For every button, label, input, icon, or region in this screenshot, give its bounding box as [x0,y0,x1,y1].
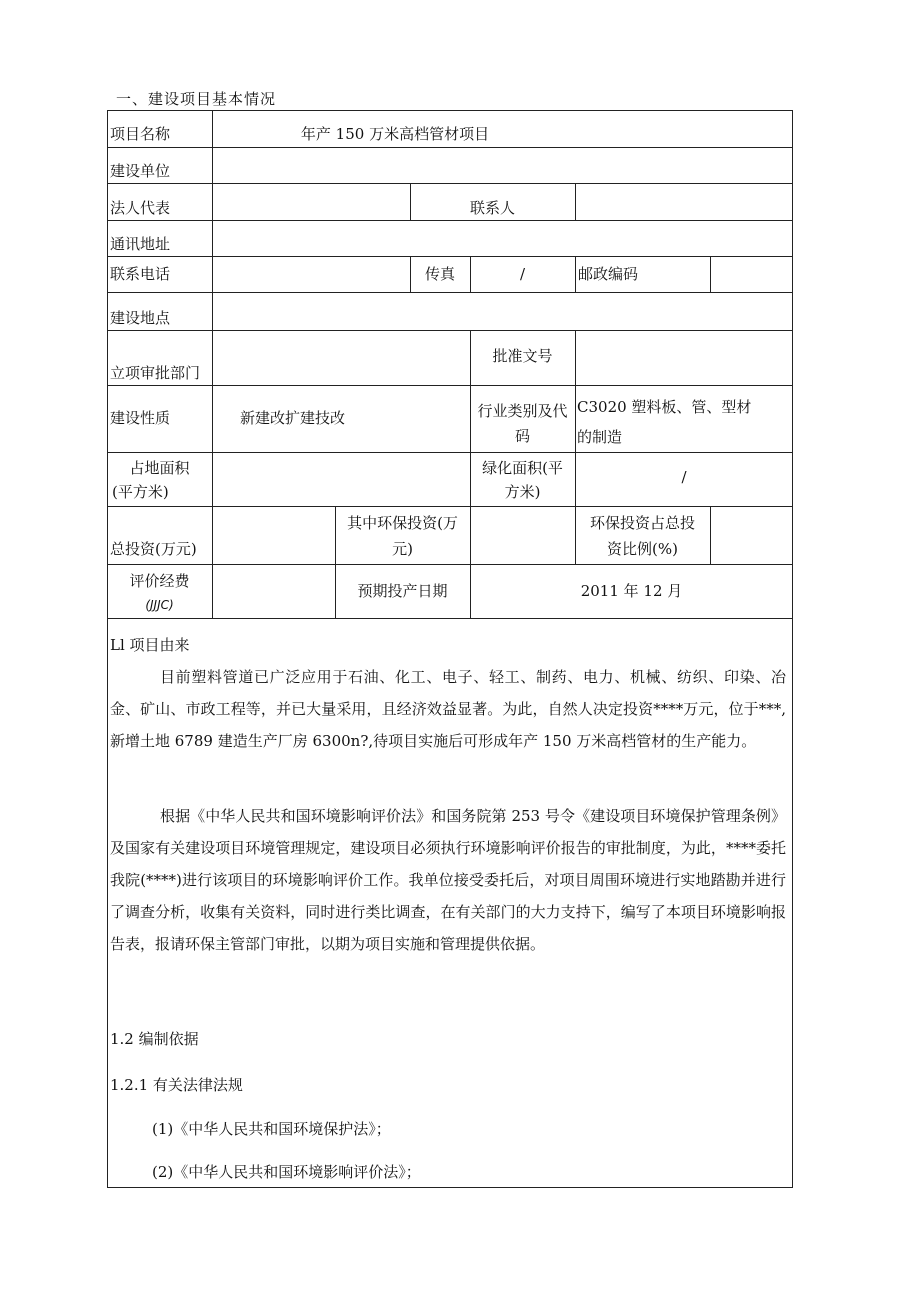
law-item-1: (1)《中华人民共和国环境保护法》； [152,1120,391,1138]
construction-unit-label: 建设单位 [110,162,171,180]
env-invest-label-line2: 元) [392,540,413,558]
paragraph-2-text: 根据《中华人民共和国环境影响评价法》和国务院第 253 号令《建设项目环境保护管理条例》及国家有关建设项目环境管理规定，建设项目必须执行环境影响评价报告的审批制度，为此，****委托我院(****)进行该项目的环境影响评价工作。我单位接受委托后，对项目周围环境进行实地踏勘并进行了调查分析，收集有关资料，同时进行类比调查，在有关部门的大力支持下，编写了本项目环境影响报告表，报请环保主管部门审批，以期为项目实施和管理提供依据。 [110,807,786,953]
nature-label: 建设性质 [110,409,171,427]
green-area-label-line2: 方米) [504,483,541,501]
section-1-2-1-title: 1.2.1 有关法律法规 [110,1076,243,1094]
law-item-2: (2)《中华人民共和国环境影响评价法》； [152,1163,421,1181]
industry-label-line1: 行业类别及代 [477,402,568,420]
green-area-label-line1: 绿化面积(平 [482,459,563,477]
approval-dept-label: 立项审批部门 [110,364,201,382]
legal-rep-label: 法人代表 [110,199,171,217]
industry-label-line2: 码 [514,427,530,445]
land-area-label-line1: 占地面积 [129,459,190,477]
table-row-divider [107,385,793,386]
eval-fee-label: 评价经费 [129,572,190,590]
table-row-divider [107,292,793,293]
nature-value: 新建改扩建技改 [240,409,346,427]
green-area-value: / [681,468,687,486]
env-invest-label-line1: 其中环保投资(万 [347,514,458,532]
postcode-label: 邮政编码 [578,265,639,283]
table-row-divider [107,330,793,331]
table-row-divider [107,618,793,619]
table-row-divider [107,506,793,507]
eval-fee-sub: (JJJC) [145,598,174,612]
table-row-divider [107,564,793,565]
contact-person-label: 联系人 [469,199,515,217]
address-label: 通讯地址 [110,235,171,253]
fax-label: 传真 [424,265,455,283]
site-label: 建设地点 [110,309,171,327]
table-col-divider [212,110,213,618]
project-name-label: 项目名称 [110,125,171,143]
paragraph-1 [110,661,786,757]
industry-value-line1: C3020 塑料板、管、型材 [577,398,752,416]
industry-value-line2: 的制造 [577,428,623,446]
land-area-label-line2: (平方米) [112,483,169,501]
table-row-divider [107,220,793,221]
section-1-2-title: 1.2 编制依据 [110,1030,199,1048]
table-col-divider [575,256,576,292]
env-ratio-label-line1: 环保投资占总投 [589,514,695,532]
table-row-divider [107,452,793,453]
project-name-value: 年产 150 万米高档管材项目 [300,125,490,143]
section-1-1-title: Ll 项目由来 [110,636,190,654]
phone-label: 联系电话 [110,265,171,283]
approval-no-label: 批准文号 [492,347,553,365]
prod-date-label: 预期投产日期 [357,582,448,600]
paragraph-2 [110,800,786,960]
paragraph-1-text: 目前塑料管道已广泛应用于石油、化工、电子、轻工、制药、电力、机械、纺织、印染、冶金、矿山、市政工程等，并已大量采用，且经济效益显著。为此，自然人决定投资****万元，位于***, 新增土地 6789 建造生产厂房 6300n?,待项目实施后可形成年产 150 万米高档管材的生产能力。 [110,668,786,750]
env-ratio-label-line2: 资比例(%) [607,540,678,558]
table-row-divider [107,147,793,148]
total-invest-label: 总投资(万元) [110,540,197,558]
fax-value: / [519,265,526,283]
table-col-divider [575,183,576,220]
section-heading: 一、建设项目基本情况 [116,90,277,108]
table-col-divider [710,506,711,564]
prod-date-value: 2011 年 12 月 [580,582,683,600]
table-row-divider [107,256,793,257]
table-row-divider [107,183,793,184]
table-col-divider [710,256,711,292]
